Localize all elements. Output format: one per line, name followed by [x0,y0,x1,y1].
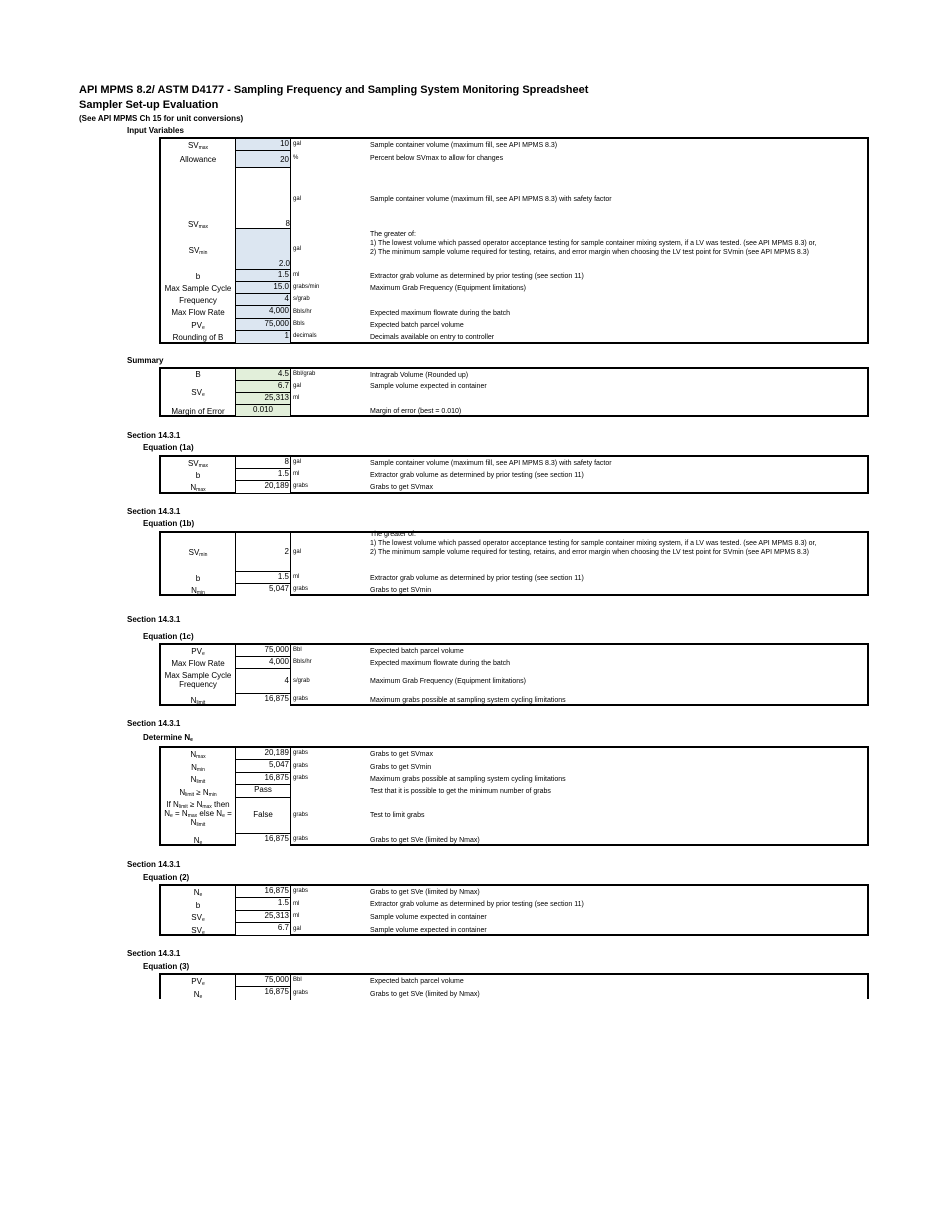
input-row-b [161,270,867,282]
det-test-value: Pass [235,785,291,798]
summary-sve-gal: 6.7 [235,381,291,393]
eq1b-b-label: b [195,574,201,583]
summary-b-value: 4.5 [235,369,291,381]
det-test-label: $N_{limit} \ge N_{min}$ [179,788,217,798]
eq1b-row-b [161,572,867,584]
equation-1c-heading: Equation (1c) [143,632,194,641]
equation-3-heading: Equation (3) [143,962,190,971]
eq1c-maxflow-unit: Bbls/hr [293,659,312,665]
eq3-ne-desc: Grabs to get SVe (limited by Nmax) [370,991,480,998]
det-row-test [161,785,867,798]
svmax-input[interactable]: 10 [235,139,291,151]
eq3-row-pve [161,975,867,987]
det-row-nmin [161,760,867,773]
svmax-label: $SV_{max}$ [187,141,209,151]
eq2-ne-value: 16,875 [235,886,291,898]
svmin-desc-line2: 1) The lowest volume which passed operator acceptance testing for sample container mixing system, if a LV was tested. (see API MPMS 8.3) or, [370,240,817,248]
eq2-ne-label: $N_e$ [193,888,203,898]
svmin-unit: gal [293,246,302,252]
eq1b-desc-line3: 2) The minimum sample volume required for testing, retains, and error margin when choosing the LV test point for SVmin (see API MPMS 8.3) [370,549,809,557]
eq1b-nmin-value: 5,047 [235,584,291,596]
pve-input[interactable]: 75,000 [235,319,291,331]
eq1b-svmin-label: $SV_{min}$ [188,548,208,558]
eq1c-pve-desc: Expected batch parcel volume [370,648,464,655]
margin-value: 0.010 [235,405,291,416]
eq1c-pve-unit: Bbl [293,647,302,653]
eq2-sve-gal-label: $SV_e$ [191,926,205,936]
max-flow-label: Max Flow Rate [171,308,225,317]
eq2-ne-unit: grabs [293,888,309,894]
eq2-row-sve-gal [161,923,867,936]
page-title: API MPMS 8.2/ ASTM D4177 - Sampling Frequency and Sampling System Monitoring Spreadsheet [79,84,589,96]
equation-2-table [159,884,869,936]
frequency-value: 4 [235,294,291,306]
summary-b-label: B [195,370,201,379]
eq1a-nmax-value: 20,189 [235,481,291,493]
summary-sve-desc: Sample volume expected in container [370,383,487,390]
svmin-desc-line3: 2) The minimum sample volume required for testing, retains, and error margin when choosing the LV test point for SVmin (see API MPMS 8.3) [370,249,809,257]
unit-note: (See API MPMS Ch 15 for unit conversions) [79,114,244,123]
eq2-ne-desc: Grabs to get SVe (limited by Nmax) [370,889,480,896]
eq1b-desc-line1: The greater of: [370,531,416,538]
summary-row-sve [161,381,867,405]
eq1a-nmax-label: $N_{max}$ [190,483,206,493]
det-nmin-value: 5,047 [235,760,291,773]
eq1a-svmax-value: 8 [235,457,291,469]
eq3-ne-unit: grabs [293,990,309,996]
eq1c-row-pve [161,645,867,657]
determine-ne-text: Determine N [143,733,191,742]
det-if-value: False [235,798,291,834]
b-unit: ml [293,272,300,278]
eq1c-cycle-label [161,671,235,689]
det-nlimit-desc: Maximum grabs possible at sampling system cycling limitations [370,776,566,783]
eq1a-svmax-label: $SV_{max}$ [187,459,209,469]
frequency-label: Frequency [179,296,217,305]
summary-table [159,367,869,417]
summary-heading: Summary [127,356,164,365]
det-if-unit: grabs [293,812,309,818]
eq1c-pve-label: $PV_e$ [191,647,205,657]
max-flow-desc: Expected maximum flowrate during the batch [370,310,511,317]
input-row-svmax-sf [161,168,867,229]
det-test-desc: Test that it is possible to get the minimum number of grabs [370,788,551,795]
pve-unit: Bbls [293,321,305,327]
det-row-if [161,798,867,834]
eq2-b-unit: ml [293,901,300,907]
summary-sve-ml-unit: ml [293,395,300,401]
det-nmin-desc: Grabs to get SVmin [370,764,432,771]
eq1a-b-unit: ml [293,471,300,477]
det-nlimit-value: 16,875 [235,773,291,785]
svmax-sf-label: $SV_{max}$ [187,220,209,230]
det-nmax-desc: Grabs to get SVmax [370,751,434,758]
input-row-rounding [161,331,867,343]
eq1a-row-nmax [161,481,867,493]
allowance-desc: Percent below SVmax to allow for changes [370,155,504,162]
margin-label: Margin of Error [171,407,225,416]
eq1c-maxflow-label: Max Flow Rate [171,659,225,668]
equation-1b-heading: Equation (1b) [143,519,195,528]
det-ne-label: $N_e$ [193,836,203,846]
eq1a-svmax-desc: Sample container volume (maximum fill, see API MPMS 8.3) with safety factor [370,460,612,467]
det-nmin-label: $N_{min}$ [191,763,205,773]
section-1a-heading: Section 14.3.1 [127,431,181,440]
section-3-heading: Section 14.3.1 [127,949,181,958]
section-ne-heading: Section 14.3.1 [127,719,181,728]
pve-label: $PV_e$ [191,321,205,331]
max-flow-input[interactable]: 4,000 [235,306,291,319]
determine-ne-heading: Determine $N_e$ [143,733,193,743]
summary-sve-gal-unit: gal [293,383,302,389]
det-nlimit-label: $N_{limit}$ [190,775,206,785]
summary-sve-label: $SV_e$ [191,388,205,398]
svmax-sf-unit: gal [293,196,302,202]
eq1b-desc-line2: 1) The lowest volume which passed operator acceptance testing for sample container mixing system, if a LV was tested. (see API MPMS 8.3) or, [370,540,817,548]
eq1a-row-svmax [161,457,867,469]
eq1b-svmin-value: 2 [235,533,291,572]
b-input[interactable]: 1.5 [235,270,291,282]
eq1c-nlimit-label: $N_{limit}$ [190,696,206,706]
eq1b-svmin-desc [370,530,816,557]
margin-desc: Margin of error (best = 0.010) [370,408,462,415]
determine-ne-table [159,746,869,846]
eq1c-nlimit-unit: grabs [293,696,309,702]
summary-row-b [161,369,867,381]
section-1b-heading: Section 14.3.1 [127,507,181,516]
eq1a-b-desc: Extractor grab volume as determined by prior testing (see section 11) [370,472,584,479]
max-sample-cycle-unit: grabs/min [293,284,320,290]
eq1c-pve-value: 75,000 [235,645,291,657]
pve-desc: Expected batch parcel volume [370,322,464,329]
det-nmax-label: $N_{max}$ [190,750,206,760]
eq1b-nmin-label: $N_{min}$ [191,586,205,596]
det-row-nlimit [161,773,867,785]
eq2-sve-ml-desc: Sample volume expected in container [370,914,487,921]
eq1a-b-label: b [195,471,201,480]
eq3-pve-value: 75,000 [235,975,291,987]
eq1b-row-svmin [161,533,867,572]
eq2-sve-ml-unit: ml [293,913,300,919]
eq2-b-desc: Extractor grab volume as determined by prior testing (see section 11) [370,901,584,908]
eq3-ne-value: 16,875 [235,987,291,1000]
eq1a-b-value: 1.5 [235,469,291,481]
eq1b-b-value: 1.5 [235,572,291,584]
eq1b-b-unit: ml [293,574,300,580]
det-ne-unit: grabs [293,836,309,842]
page-subtitle: Sampler Set-up Evaluation [79,99,219,111]
rounding-unit: decimals [293,333,317,339]
input-row-allowance [161,151,867,168]
eq3-pve-label: $PV_e$ [191,977,205,987]
eq1a-nmax-unit: grabs [293,483,309,489]
input-row-svmin [161,229,867,270]
eq1c-maxflow-desc: Expected maximum flowrate during the batch [370,660,511,667]
summary-sve-ml: 25,313 [235,393,291,405]
equation-1b-table [159,531,869,596]
det-nmax-value: 20,189 [235,748,291,760]
eq2-b-value: 1.5 [235,898,291,911]
equation-1a-table [159,455,869,494]
b-label: b [195,272,201,281]
eq3-row-ne [161,987,867,1000]
eq2-b-label: b [195,901,201,910]
eq1b-nmin-unit: grabs [293,586,309,592]
input-variables-table [159,137,869,344]
eq1c-row-cycle [161,669,867,694]
eq3-pve-desc: Expected batch parcel volume [370,978,464,985]
eq2-row-ne [161,886,867,898]
eq1c-row-nlimit [161,694,867,706]
svmax-sf-value: 8 [285,219,290,228]
max-sample-cycle-desc: Maximum Grab Frequency (Equipment limitations) [370,285,526,292]
det-if-label: If $N_{limit} \ge N_{max}$ then $N_e = N_{max}$ else $N_e$ = $N_{limit}$ [164,800,232,829]
eq1c-cycle-label-line1: Max Sample Cycle [164,671,232,680]
frequency-unit: s/grab [293,296,310,302]
svmin-label: $SV_{min}$ [188,246,208,256]
input-row-max-sample-cycle [161,282,867,294]
eq2-sve-ml-label: $SV_e$ [191,913,205,923]
eq1c-cycle-label-line2: Frequency [179,680,217,690]
input-row-pve [161,319,867,331]
eq1b-svmin-unit: gal [293,549,302,555]
input-row-max-flow [161,306,867,319]
svmin-input[interactable]: 2.0 [278,259,290,268]
eq1c-cycle-value: 4 [235,669,291,694]
eq2-sve-gal-desc: Sample volume expected in container [370,927,487,934]
rounding-input[interactable]: 1 [235,331,291,343]
det-row-ne [161,834,867,846]
det-nmax-unit: grabs [293,750,309,756]
eq1a-row-b [161,469,867,481]
det-nmin-unit: grabs [293,763,309,769]
rounding-label: Rounding of B [172,333,224,342]
summary-b-desc: Intragrab Volume (Rounded up) [370,372,469,379]
section-1c-heading: Section 14.3.1 [127,615,181,624]
eq1c-cycle-desc: Maximum Grab Frequency (Equipment limitations) [370,678,526,685]
allowance-input[interactable]: 20 [235,151,291,168]
eq3-ne-label: $N_e$ [193,990,203,1000]
det-if-desc: Test to limit grabs [370,812,425,819]
eq1c-row-maxflow [161,657,867,669]
input-variables-heading: Input Variables [127,126,184,135]
svmin-desc-line1: The greater of: [370,231,416,238]
eq2-sve-gal-unit: gal [293,926,302,932]
eq2-sve-gal-value: 6.7 [235,923,291,935]
eq3-pve-unit: Bbl [293,977,302,983]
equation-1c-table [159,643,869,706]
eq2-sve-ml-value: 25,313 [235,911,291,923]
eq2-row-b [161,898,867,911]
det-ne-value: 16,875 [235,834,291,846]
eq1c-nlimit-desc: Maximum grabs possible at sampling system cycling limitations [370,697,566,704]
eq1b-row-nmin [161,584,867,596]
max-sample-cycle-label: Max Sample Cycle [164,284,232,293]
svmax-sf-desc: Sample container volume (maximum fill, see API MPMS 8.3) with safety factor [370,196,612,203]
svmax-desc: Sample container volume (maximum fill, see API MPMS 8.3) [370,142,558,149]
det-nlimit-unit: grabs [293,775,309,781]
det-row-nmax [161,748,867,760]
equation-3-table [159,973,869,999]
eq1c-nlimit-value: 16,875 [235,694,291,706]
eq2-row-sve-ml [161,911,867,923]
max-sample-cycle-input[interactable]: 15.0 [235,282,291,294]
svmax-unit: gal [293,141,302,147]
equation-2-heading: Equation (2) [143,873,190,882]
eq1c-cycle-unit: s/grab [293,678,310,684]
summary-b-unit: Bbl/grab [293,371,316,377]
allowance-unit: % [293,155,299,161]
eq1b-nmin-desc: Grabs to get SVmin [370,587,432,594]
eq1a-nmax-desc: Grabs to get SVmax [370,484,434,491]
eq1a-svmax-unit: gal [293,459,302,465]
b-desc: Extractor grab volume as determined by prior testing (see section 11) [370,273,584,280]
svmin-desc [370,230,816,257]
summary-row-margin [161,405,867,417]
max-flow-unit: Bbls/hr [293,309,312,315]
eq1c-maxflow-value: 4,000 [235,657,291,669]
section-2-heading: Section 14.3.1 [127,860,181,869]
rounding-desc: Decimals available on entry to controller [370,334,495,341]
input-row-svmax [161,139,867,151]
eq1b-b-desc: Extractor grab volume as determined by prior testing (see section 11) [370,575,584,582]
det-ne-desc: Grabs to get SVe (limited by Nmax) [370,837,480,844]
input-row-frequency [161,294,867,306]
equation-1a-heading: Equation (1a) [143,443,194,452]
allowance-label: Allowance [179,155,217,164]
